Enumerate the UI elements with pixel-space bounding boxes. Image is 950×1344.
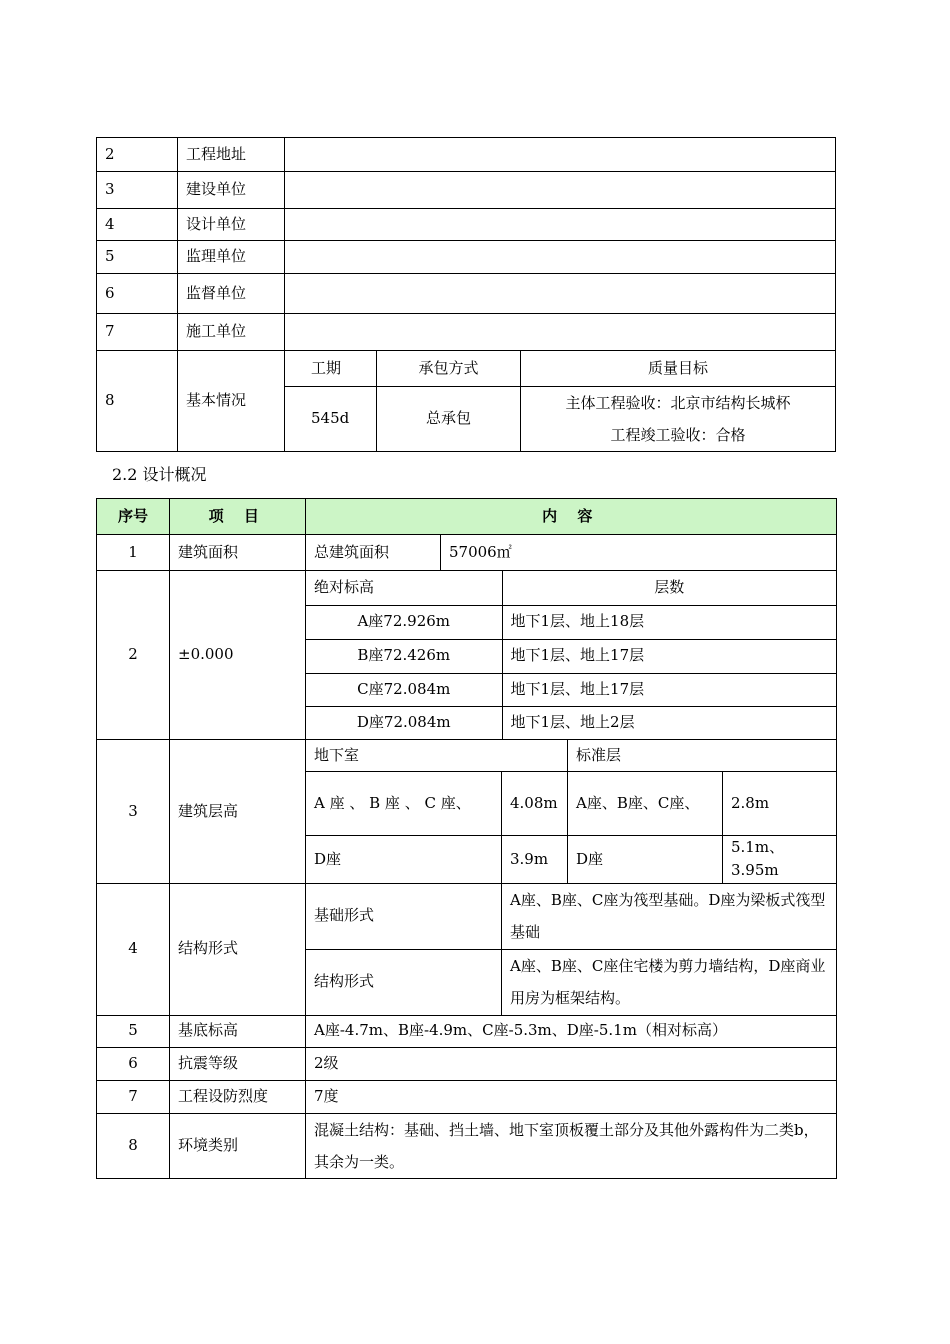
table-row xyxy=(97,314,836,351)
elevation-table xyxy=(306,571,836,739)
project-info-table xyxy=(96,137,836,452)
elevation-value: C座72.084m xyxy=(306,673,502,706)
height-cell: 2.8m xyxy=(723,772,837,836)
table-row xyxy=(97,535,837,571)
table-row xyxy=(97,1015,837,1047)
table-row xyxy=(97,172,836,209)
row-value: 7度 xyxy=(306,1080,837,1113)
height-cell: A座、B座、C座、 xyxy=(568,772,723,836)
row-number: 4 xyxy=(97,883,170,1015)
elevation-value: A座72.926m xyxy=(306,605,502,639)
header-contract: 承包方式 xyxy=(377,351,521,387)
row-item: 基底标高 xyxy=(170,1015,306,1047)
row-subitem: 总建筑面积 xyxy=(306,535,441,571)
floors-value: 地下1层、地上17层 xyxy=(502,639,836,673)
row-value xyxy=(285,274,836,314)
elevation-value: D座72.084m xyxy=(306,706,502,739)
floors-value: 地下1层、地上2层 xyxy=(502,706,836,739)
row-item: 抗震等级 xyxy=(170,1047,306,1080)
row-number: 5 xyxy=(97,1015,170,1047)
row-label: 设计单位 xyxy=(178,209,285,241)
row-subitem: 基础形式 xyxy=(306,883,502,949)
row-value: 2级 xyxy=(306,1047,837,1080)
row-number: 6 xyxy=(97,1047,170,1080)
table-row xyxy=(97,241,836,274)
height-cell: 5.1m、3.95m xyxy=(723,836,837,884)
floors-header: 层数 xyxy=(502,571,836,605)
row-value: 57006㎡ xyxy=(441,535,837,571)
elevation-header: 绝对标高 xyxy=(306,571,502,605)
elevation-row xyxy=(306,673,836,706)
row-number: 5 xyxy=(97,241,178,274)
row-value xyxy=(285,314,836,351)
table-row xyxy=(97,1080,837,1113)
row-value: 混凝土结构：基础、挡土墙、地下室顶板覆土部分及其他外露构件为二类b，其余为一类。 xyxy=(306,1113,837,1178)
table-row xyxy=(97,883,837,949)
row-value: A座-4.7m、B座-4.9m、C座-5.3m、D座-5.1m（相对标高） xyxy=(306,1015,837,1047)
row-number: 2 xyxy=(97,571,170,740)
height-cell: D座 xyxy=(568,836,723,884)
row-label: 施工单位 xyxy=(178,314,285,351)
elevation-row xyxy=(306,605,836,639)
height-cell: 3.9m xyxy=(502,836,568,884)
row-number: 1 xyxy=(97,535,170,571)
row-value xyxy=(285,172,836,209)
height-cell: 4.08m xyxy=(502,772,568,836)
elevation-row xyxy=(306,571,836,605)
row-label: 工程地址 xyxy=(178,138,285,172)
header-item: 项 目 xyxy=(170,499,306,535)
row-value xyxy=(285,138,836,172)
table-row xyxy=(97,1113,837,1178)
elevation-row xyxy=(306,706,836,739)
row-number: 3 xyxy=(97,172,178,209)
row-item: ±0.000 xyxy=(170,571,306,740)
row-item: 环境类别 xyxy=(170,1113,306,1178)
table-row xyxy=(97,351,836,387)
row-number: 6 xyxy=(97,274,178,314)
row-item: 建筑层高 xyxy=(170,740,306,884)
row-item: 建筑面积 xyxy=(170,535,306,571)
row-item: 工程设防烈度 xyxy=(170,1080,306,1113)
table-row xyxy=(97,138,836,172)
row-value: A座、B座、C座为筏型基础。D座为梁板式筏型基础 xyxy=(502,883,837,949)
table-row xyxy=(97,1047,837,1080)
basement-header: 地下室 xyxy=(306,740,568,772)
height-cell: A 座 、 B 座 、 C 座、 xyxy=(306,772,502,836)
contract-value: 总承包 xyxy=(377,387,521,452)
floors-value: 地下1层、地上17层 xyxy=(502,673,836,706)
row-number: 2 xyxy=(97,138,178,172)
header-quality: 质量目标 xyxy=(521,351,836,387)
quality-value xyxy=(521,387,836,452)
duration-value: 545d xyxy=(285,387,377,452)
row-label: 监理单位 xyxy=(178,241,285,274)
row-value: A座、B座、C座住宅楼为剪力墙结构，D座商业用房为框架结构。 xyxy=(502,949,837,1015)
row-number: 8 xyxy=(97,351,178,452)
height-cell: D座 xyxy=(306,836,502,884)
table-row xyxy=(97,571,837,740)
row-number: 7 xyxy=(97,1080,170,1113)
header-content: 内 容 xyxy=(306,499,837,535)
design-overview-table xyxy=(96,498,837,1179)
header-number: 序号 xyxy=(97,499,170,535)
header-row xyxy=(97,499,837,535)
table-row xyxy=(97,209,836,241)
elevation-cell xyxy=(306,571,837,740)
quality-line: 主体工程验收：北京市结构长城杯 xyxy=(565,394,791,412)
table-row xyxy=(97,740,837,772)
floors-value: 地下1层、地上18层 xyxy=(502,605,836,639)
row-label: 建设单位 xyxy=(178,172,285,209)
row-number: 4 xyxy=(97,209,178,241)
row-item: 结构形式 xyxy=(170,883,306,1015)
row-label: 基本情况 xyxy=(178,351,285,452)
row-value xyxy=(285,241,836,274)
elevation-value: B座72.426m xyxy=(306,639,502,673)
row-label: 监督单位 xyxy=(178,274,285,314)
row-number: 8 xyxy=(97,1113,170,1178)
table-row xyxy=(97,274,836,314)
section-title: 2.2 设计概况 xyxy=(112,465,207,484)
row-number: 3 xyxy=(97,740,170,884)
header-duration: 工期 xyxy=(285,351,377,387)
quality-line: 工程竣工验收：合格 xyxy=(610,426,746,444)
standard-header: 标准层 xyxy=(568,740,837,772)
elevation-row xyxy=(306,639,836,673)
row-value xyxy=(285,209,836,241)
row-subitem: 结构形式 xyxy=(306,949,502,1015)
row-number: 7 xyxy=(97,314,178,351)
